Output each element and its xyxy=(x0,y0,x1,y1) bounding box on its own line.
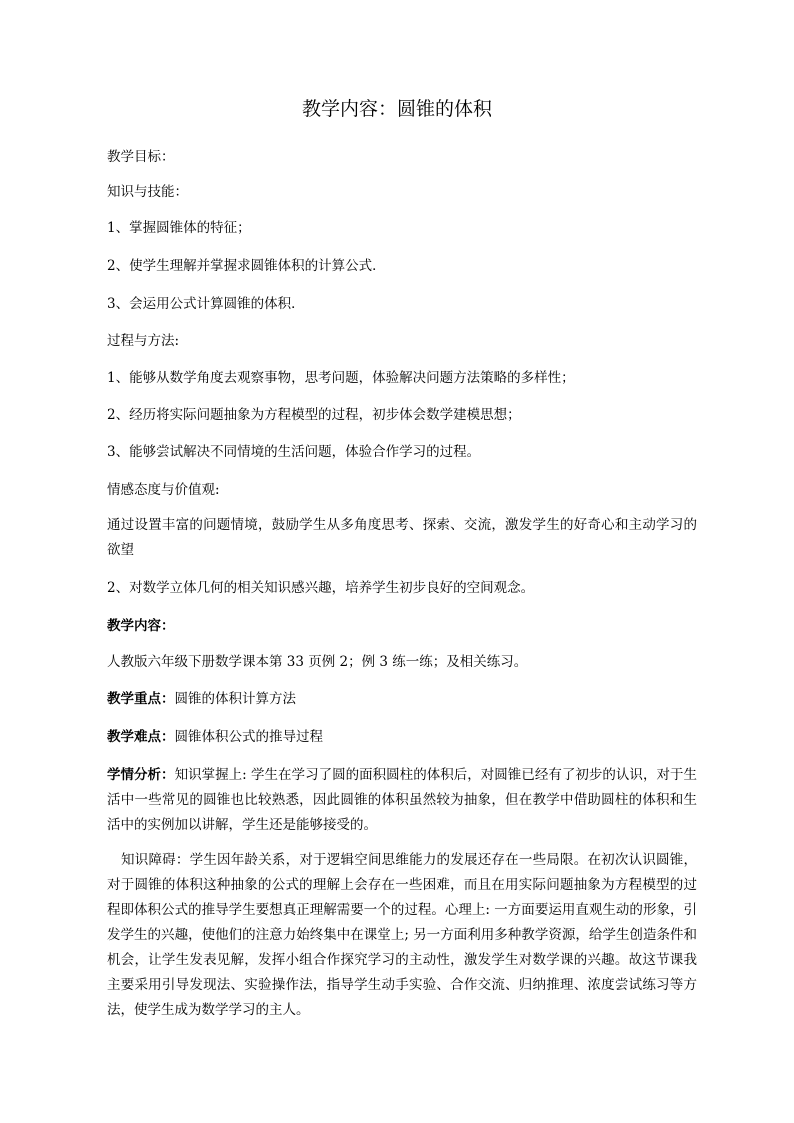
knowledge-heading: 知识与技能： xyxy=(107,184,188,200)
analysis-text: 知识掌握上: 学生在学习了圆的面积圆柱的体积后，对圆锥已经有了初步的认识，对于生活中一些常见的圆锥也比较熟悉，因此圆锥的体积虽然较为抽象，但在教学中借助圆柱的体积和生活中的实例加以讲解，学生还是能够接受的。 xyxy=(107,767,697,833)
process-heading: 过程与方法: xyxy=(107,333,180,349)
knowledge-item-1: 1、掌握圆锥体的特征； xyxy=(107,220,251,236)
knowledge-item-2: 2、使学生理解并掌握求圆锥体积的计算公式． xyxy=(107,258,386,274)
difficulty-point xyxy=(107,727,697,747)
content-heading: 教学内容： xyxy=(107,618,175,634)
analysis-label: 学情分析： xyxy=(107,767,175,783)
process-item-3: 3、能够尝试解决不同情境的生活问题，体验合作学习的过程。 xyxy=(107,444,481,460)
document-title: 教学内容：圆锥的体积 xyxy=(301,98,492,120)
knowledge-item-3: 3、会运用公式计算圆锥的体积． xyxy=(107,296,305,312)
key-point-text: 圆锥的体积计算方法 xyxy=(174,691,296,707)
analysis-paragraph xyxy=(107,763,697,838)
difficulty-text: 圆锥体积公式的推导过程 xyxy=(174,729,323,745)
difficulty-label: 教学难点： xyxy=(107,729,175,745)
content-text: 人教版六年级下册数学课本第 33 页例 2；例 3 练一练；及相关练习。 xyxy=(107,654,528,670)
emotion-paragraph: 通过设置丰富的问题情境，鼓励学生从多角度思考、探索、交流，激发学生的好奇心和主动学习的欲望 xyxy=(107,517,697,558)
process-item-1: 1、能够从数学角度去观察事物，思考问题，体验解决问题方法策略的多样性； xyxy=(107,370,575,386)
key-point-label: 教学重点： xyxy=(107,691,175,707)
key-point xyxy=(107,689,697,709)
process-item-2: 2、经历将实际问题抽象为方程模型的过程，初步体会数学建模思想； xyxy=(107,407,521,423)
obstacle-paragraph: 知识障碍：学生因年龄关系，对于逻辑空间思维能力的发展还存在一些局限。在初次认识圆锥，对于圆锥的体积这种抽象的公式的理解上会存在一些困难，而且在用实际问题抽象为方程模型的过程即体积公式的推导学生要想真正理解需要一个的过程。心理上: 一方面要运用直观生动的形象，引发学生的兴趣，使他们的注意力始终集中在课堂上; 另一方面利用多种教学资源，给学生创造条件和机会，让学生发表见解，发挥小组合作探究学习的主动性，激发学生对数学课的兴趣。故这节课我主要采用引导发现法、实验操作法，指导学生动手实验、合作交流、归纳推理、浓度尝试练习等方法，使学生成为数学学习的主人。 xyxy=(107,852,697,1018)
emotion-item-2: 2、对数学立体几何的相关知识感兴趣，培养学生初步良好的空间观念。 xyxy=(107,580,535,596)
goals-heading: 教学目标： xyxy=(107,149,175,165)
emotion-heading: 情感态度与价值观: xyxy=(107,482,220,498)
